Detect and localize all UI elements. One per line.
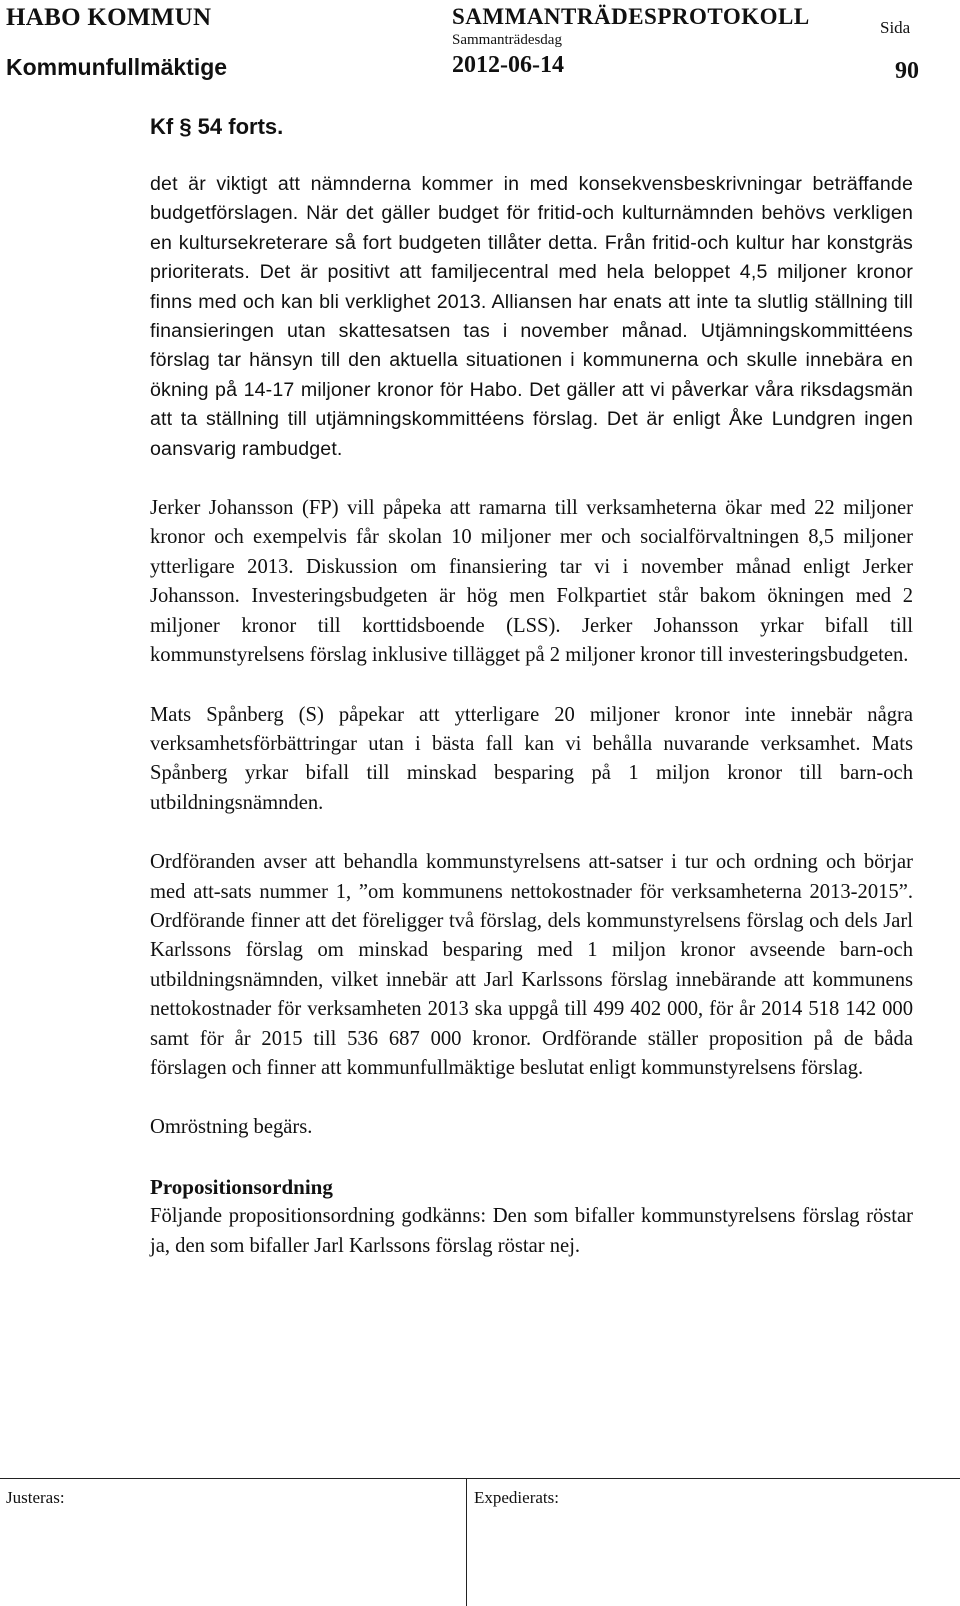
paragraph-omrostning: Omröstning begärs.: [150, 1116, 313, 1139]
justeras-label: Justeras:: [6, 1488, 65, 1507]
proposition-section: [150, 1173, 913, 1261]
paragraph-jerker-johansson: Jerker Johansson (FP) vill påpeka att ramarna till verksamheterna ökar med 22 miljoner kronor och exempelvis får skolan 10 miljoner mer och socialförvaltningen 8,5 miljoner ytterligare 2013. Diskussion om finansiering tar vi i november månad enligt Jerker Johansson. Investeringsbudgeten är hög men Folkpartiet står bakom ökningen med 2 miljoner kronor till korttidsboende (LSS). Jerker Johansson yrkar bifall till kommunstyrelsens förslag inklusive tillägget på 2 miljoner kronor till investeringsbudgeten.: [150, 497, 913, 667]
page-label: Sida: [880, 18, 911, 37]
paragraph-mats-spanberg: Mats Spånberg (S) påpekar att ytterligare 20 miljoner kronor inte innebär några verksamhetsförbättringar utan i bästa fall kan vi behålla nuvarande verksamhet. Mats Spånberg yrkar bifall till minskad besparing på 1 miljon kronor till barn-och utbildningsnämnden.: [150, 703, 913, 814]
page-number: 90: [895, 58, 919, 84]
section-reference: Kf § 54 forts.: [150, 114, 284, 139]
document-body: [150, 170, 913, 1291]
paragraph-ordforanden: Ordföranden avser att behandla kommunstyrelsens att-satser i tur och ordning och börjar med att-sats nummer 1, ”om kommunens nettokostnader för verksamheterna 2013-2015”. Ordförande finner att det föreligger två förslag, dels kommunstyrelsens förslag och dels Jarl Karlssons förslag om minskad besparing med 1 miljon kronor avseende barn-och utbildningsnämnden, vilket innebär att Jarl Karlssons förslag innebärande att kommunens nettokostnader för verksamheten 2013 ska uppgå till 499 402 000, för år 2014 518 142 000 samt för år 2015 till 536 687 000 kronor. Ordförande ställer proposition på de båda förslagen och finner att kommunfullmäktige beslutat enligt kommunstyrelsens förslag.: [150, 851, 913, 1079]
proposition-text: Följande propositionsordning godkänns: Den som bifaller kommunstyrelsens förslag röstar ja, den som bifaller Jarl Karlssons förslag röstar nej.: [150, 1205, 913, 1257]
paragraph-budget-statement: det är viktigt att nämnderna kommer in med konsekvensbeskrivningar beträffande budgetförslagen. När det gäller budget för fritid-och kulturnämnden behövs verkligen en kultursekreterare så fort budgeten tillåter detta. Från fritid-och kultur har konstgräs prioriterats. Det är positivt att familjecentral med hela beloppet 4,5 miljoner kronor finns med och kan bli verklighet 2013. Alliansen har enats att inte ta slutlig ställning till finansieringen utan skattesatsen tas i november månad. Utjämningskommittéens förslag tar hänsyn till den aktuella situationen i kommunerna och skulle innebära en ökning på 14-17 miljoner kronor för Habo. Det gäller att vi påverkar våra riksdagsmän att ta ställning till utjämningskommittéens förslag. Det är enligt Åke Lundgren ingen oansvarig rambudget.: [150, 173, 913, 460]
proposition-heading: Propositionsordning: [150, 1174, 333, 1199]
footer-divider: [0, 1478, 960, 1479]
expedierats-label: Expedierats:: [474, 1488, 559, 1507]
organization-name: HABO KOMMUN: [6, 4, 212, 31]
document-title: SAMMANTRÄDESPROTOKOLL: [452, 4, 810, 29]
meeting-date: 2012-06-14: [452, 52, 564, 78]
meeting-date-label: Sammanträdesdag: [452, 32, 562, 48]
body-name: Kommunfullmäktige: [6, 54, 228, 80]
footer-column-divider: [466, 1479, 467, 1606]
